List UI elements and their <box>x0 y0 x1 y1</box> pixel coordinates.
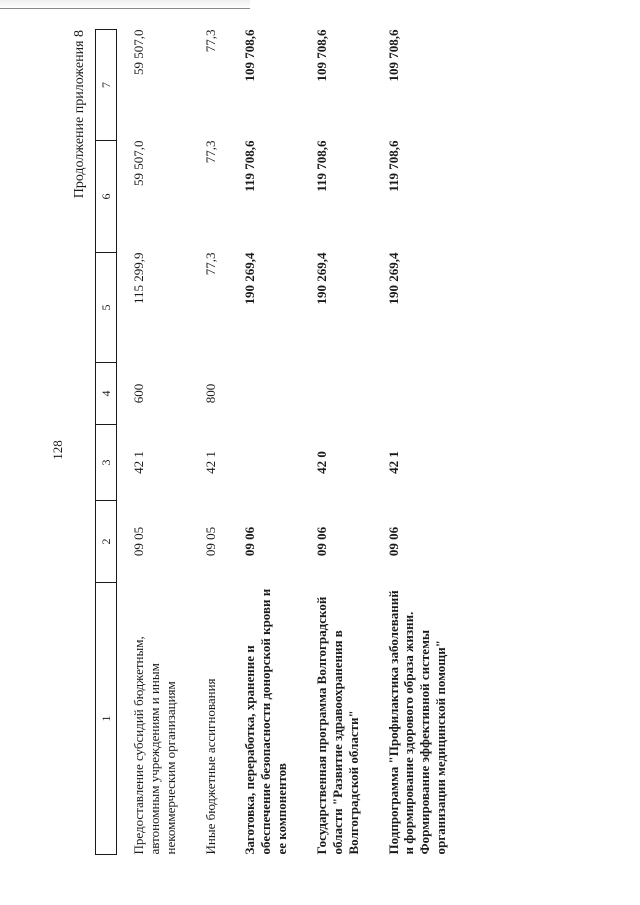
row-value-6: 119 708,6 <box>385 140 401 192</box>
row-value-5: 115 299,9 <box>131 252 146 305</box>
header-row <box>96 30 117 855</box>
header-col-5: 5 <box>96 253 117 363</box>
continuation-caption: Продолжение приложения 8 <box>72 30 87 199</box>
row-vid: 800 <box>202 383 218 404</box>
row-value-7: 109 708,6 <box>242 29 258 82</box>
row-value-6: 77,3 <box>202 140 218 164</box>
row-name: Иные бюджетные ассигнования <box>202 678 218 855</box>
row-vid <box>300 363 372 425</box>
rotated-page <box>50 20 590 880</box>
row-target: 42 1 <box>202 451 218 474</box>
table-row <box>372 30 459 855</box>
table-row <box>117 30 189 855</box>
row-value-5: 190 269,4 <box>314 252 330 305</box>
row-target <box>228 425 300 501</box>
row-razdel: 09 05 <box>202 526 218 557</box>
row-value-6: 119 708,6 <box>314 140 330 192</box>
table-row <box>228 30 300 855</box>
scan-edge <box>0 0 250 9</box>
row-value-5: 190 269,4 <box>385 252 401 305</box>
row-vid <box>372 363 459 425</box>
row-target: 42 0 <box>314 451 330 474</box>
table-row <box>189 30 229 855</box>
header-col-7: 7 <box>96 30 117 141</box>
header-col-2: 2 <box>96 501 117 583</box>
row-value-6: 119 708,6 <box>242 140 258 192</box>
row-vid <box>228 363 300 425</box>
header-col-4: 4 <box>96 363 117 425</box>
row-value-5: 190 269,4 <box>242 252 258 305</box>
row-razdel: 09 05 <box>131 526 146 557</box>
row-value-7: 77,3 <box>202 29 218 53</box>
row-name: Подпрограмма "Профилактика заболеваний и формирование здорового образа жизни. Формирование эффективной системы организации медицинской помощи" <box>385 590 449 855</box>
row-value-6: 59 507,0 <box>131 140 146 186</box>
header-col-3: 3 <box>96 425 117 501</box>
page-number: 128 <box>50 440 65 460</box>
table-row <box>300 30 372 855</box>
row-value-7: 59 507,0 <box>131 29 146 75</box>
row-value-5: 77,3 <box>202 252 218 276</box>
row-razdel: 09 06 <box>242 526 258 557</box>
header-col-1: 1 <box>96 583 117 855</box>
row-name: Государственная программа Волгоградской области "Развитие здравоохранения в Волгоградской области" <box>314 596 361 855</box>
row-target: 42 1 <box>131 451 146 474</box>
row-razdel: 09 06 <box>314 526 330 557</box>
row-name: Заготовка, переработка, хранение и обеспечение безопасности донорской крови и ее компонентов <box>242 588 290 855</box>
row-value-7: 109 708,6 <box>314 29 330 82</box>
row-target: 42 1 <box>385 451 401 474</box>
header-col-6: 6 <box>96 141 117 253</box>
row-razdel: 09 06 <box>385 526 401 557</box>
row-name: Предоставление субсидий бюджетным, автономным учреждениям и иным некоммерческим организациям <box>131 636 178 855</box>
budget-table <box>95 29 459 855</box>
row-vid: 600 <box>131 383 146 404</box>
row-value-7: 109 708,6 <box>385 29 401 82</box>
